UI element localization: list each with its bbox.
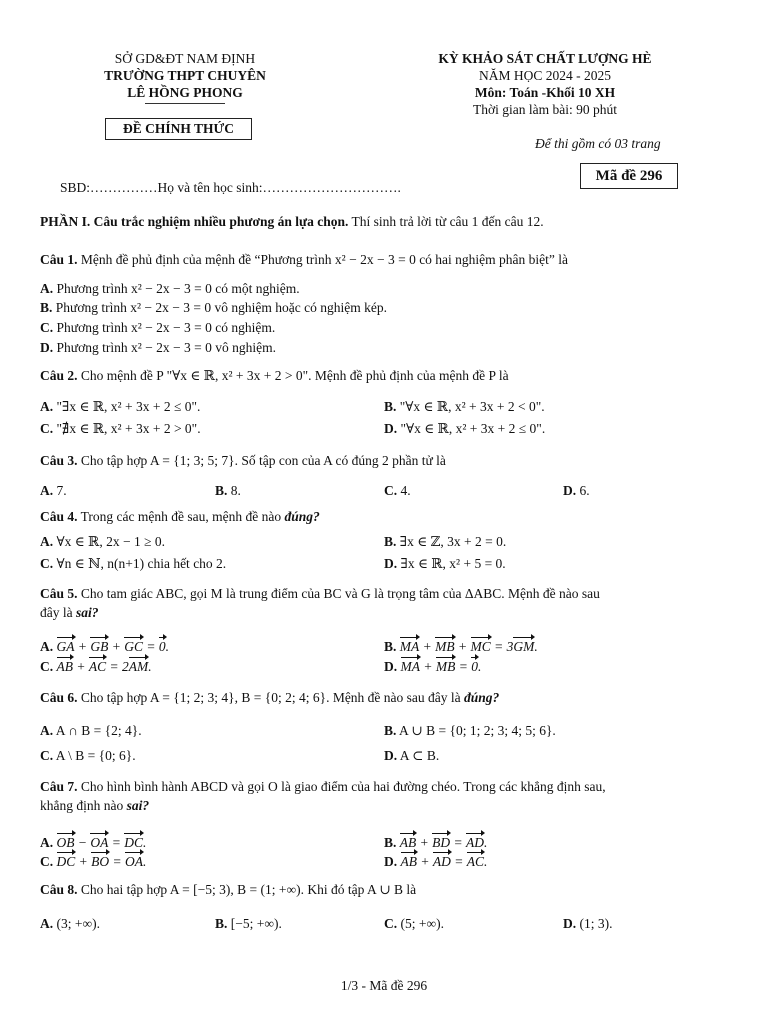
question-3	[40, 451, 732, 470]
q1-option-c[interactable]	[40, 318, 275, 337]
vector: 0	[158, 639, 166, 654]
question-label: Câu 3.	[40, 453, 78, 468]
option-letter: B.	[215, 483, 228, 498]
vector: MB	[435, 659, 456, 674]
option-letter: C.	[40, 659, 54, 674]
option-letter: D.	[384, 748, 398, 763]
vector: DC	[56, 854, 76, 869]
vector: MA	[399, 639, 420, 654]
option-text: 6.	[579, 483, 590, 498]
subject: Môn: Toán -Khối 10 XH	[474, 85, 616, 100]
option-letter: B.	[384, 723, 397, 738]
question-5	[40, 584, 732, 622]
question-text: Trong các mệnh đề sau, mệnh đề nào	[77, 509, 285, 524]
option-text: 4.	[400, 483, 411, 498]
option-letter: B.	[384, 639, 397, 654]
option-text: (3; +∞).	[56, 916, 100, 931]
option-text: A ∩ B = {2; 4}.	[55, 723, 142, 738]
q7-option-b[interactable]: B. AB + BD = AD.	[384, 835, 488, 850]
question-text: Cho hình bình hành ABCD và gọi O là giao điểm của hai đường chéo. Trong các khẳng định sau,	[77, 779, 606, 794]
header-left	[60, 50, 310, 104]
option-letter: D.	[563, 483, 577, 498]
option-text: Phương trình x² − 2x − 3 = 0 vô nghiệm.	[56, 340, 276, 355]
question-label: Câu 1.	[40, 252, 78, 267]
question-emphasis: đúng?	[284, 509, 320, 524]
question-text: Cho tam giác ABC, gọi M là trung điểm của BC và G là trọng tâm của ΔABC. Mệnh đề nào sau	[77, 586, 600, 601]
option-text: "∀x ∈ ℝ, x² + 3x + 2 ≤ 0".	[400, 421, 546, 436]
option-letter: B.	[384, 835, 397, 850]
school-name-2: LÊ HỒNG PHONG	[127, 85, 243, 100]
q4-option-d[interactable]	[384, 554, 506, 573]
option-text: ∀n ∈ ℕ, n(n+1) chia hết cho 2.	[56, 556, 227, 571]
q2-option-b[interactable]	[384, 397, 545, 416]
option-letter: A.	[40, 639, 54, 654]
q4-option-b[interactable]	[384, 532, 506, 551]
pages-note: Để thi gồm có 03 trang	[535, 136, 661, 151]
vector: 0	[471, 659, 478, 674]
part-1-title: PHẦN I. Câu trắc nghiệm nhiều phương án lựa chọn.	[40, 214, 349, 229]
vector: MB	[435, 639, 455, 654]
q4-option-a[interactable]	[40, 532, 165, 551]
vector: GA	[56, 639, 75, 654]
option-letter: D.	[563, 916, 577, 931]
q6-option-c[interactable]	[40, 746, 136, 765]
question-6	[40, 688, 732, 707]
header-right	[380, 50, 710, 118]
q1-option-a[interactable]	[40, 279, 300, 298]
question-text-cont: đây là	[40, 605, 76, 620]
option-letter: C.	[40, 556, 54, 571]
q8-option-a[interactable]	[40, 914, 100, 933]
option-text: A \ B = {0; 6}.	[55, 748, 136, 763]
vector: AC	[466, 854, 485, 869]
student-info-line: SBD:……………Họ và tên học sinh:………………………….	[60, 180, 401, 195]
page-footer: 1/3 - Mã đề 296	[340, 978, 428, 993]
question-label: Câu 7.	[40, 779, 78, 794]
q3-option-a[interactable]	[40, 481, 67, 500]
vector: AC	[88, 659, 107, 674]
vector: AM	[128, 659, 149, 674]
q8-option-d[interactable]	[563, 914, 613, 933]
option-letter: A.	[40, 281, 54, 296]
q2-option-c[interactable]	[40, 419, 201, 438]
vector: MA	[400, 659, 420, 674]
option-text: "∄x ∈ ℝ, x² + 3x + 2 > 0".	[56, 421, 201, 436]
option-letter: D.	[384, 854, 398, 869]
question-text: Cho tập hợp A = {1; 3; 5; 7}. Số tập con của A có đúng 2 phần tử là	[77, 453, 446, 468]
vector: BD	[432, 835, 451, 850]
question-label: Câu 5.	[40, 586, 78, 601]
question-emphasis: đúng?	[464, 690, 500, 705]
option-text: "∃x ∈ ℝ, x² + 3x + 2 ≤ 0".	[56, 399, 201, 414]
question-label: Câu 2.	[40, 368, 78, 383]
question-label: Câu 6.	[40, 690, 78, 705]
school-year: NĂM HỌC 2024 - 2025	[478, 68, 611, 83]
question-text: Cho mệnh đề P "∀x ∈ ℝ, x² + 3x + 2 > 0". Mệnh đề phủ định của mệnh đề P là	[77, 368, 509, 383]
part-1-heading	[40, 214, 730, 230]
option-text: (1; 3).	[579, 916, 613, 931]
option-letter: A.	[40, 835, 54, 850]
option-letter: C.	[384, 483, 398, 498]
option-letter: B.	[40, 300, 53, 315]
q2-option-d[interactable]	[384, 419, 545, 438]
option-text: ∃x ∈ ℤ, 3x + 2 = 0.	[399, 534, 507, 549]
vector: AD	[466, 835, 485, 850]
question-label: Câu 4.	[40, 509, 78, 524]
vector: GM	[513, 639, 535, 654]
q7-option-a[interactable]: A. OB − OA = DC.	[40, 835, 147, 850]
exam-title: KỲ KHẢO SÁT CHẤT LƯỢNG HÈ	[438, 51, 652, 66]
q5-option-a[interactable]: A. GA + GB + GC = 0.	[40, 639, 170, 654]
question-2	[40, 366, 732, 385]
q7-option-c[interactable]: C. DC + BO = OA.	[40, 854, 147, 869]
vector: AD	[432, 854, 451, 869]
q4-option-c[interactable]	[40, 554, 226, 573]
q3-option-b[interactable]	[215, 481, 241, 500]
question-1	[40, 250, 732, 269]
question-8	[40, 880, 732, 899]
option-text: A ∪ B = {0; 1; 2; 3; 4; 5; 6}.	[399, 723, 556, 738]
vector: MC	[470, 639, 491, 654]
option-text: 8.	[230, 483, 241, 498]
question-label: Câu 8.	[40, 882, 78, 897]
option-text: 7.	[56, 483, 67, 498]
header-rule	[145, 103, 225, 104]
option-letter: C.	[40, 320, 54, 335]
option-text: A ⊂ B.	[399, 748, 440, 763]
q1-option-b[interactable]	[40, 298, 387, 317]
department-name: SỞ GD&ĐT NAM ĐỊNH	[114, 51, 256, 66]
option-text: Phương trình x² − 2x − 3 = 0 có nghiệm.	[56, 320, 276, 335]
vector: AB	[400, 854, 417, 869]
option-letter: C.	[40, 421, 54, 436]
q3-option-d[interactable]	[563, 481, 590, 500]
option-letter: A.	[40, 399, 54, 414]
option-text: ∀x ∈ ℝ, 2x − 1 ≥ 0.	[56, 534, 166, 549]
option-letter: D.	[40, 340, 54, 355]
q5-option-c[interactable]: C. AB + AC = 2AM.	[40, 659, 152, 674]
question-emphasis: sai?	[126, 798, 150, 813]
q8-option-b[interactable]	[215, 914, 282, 933]
option-letter: A.	[40, 916, 54, 931]
option-text: [−5; +∞).	[230, 916, 282, 931]
option-letter: C.	[40, 854, 54, 869]
question-text: Cho hai tập hợp A = [−5; 3), B = (1; +∞). Khi đó tập A ∪ B là	[77, 882, 417, 897]
option-letter: A.	[40, 534, 54, 549]
q1-option-d[interactable]	[40, 338, 276, 357]
option-letter: A.	[40, 723, 54, 738]
part-1-instruction: Thí sinh trả lời từ câu 1 đến câu 12.	[348, 214, 544, 229]
vector: BO	[91, 854, 110, 869]
duration: Thời gian làm bài: 90 phút	[473, 102, 617, 117]
vector: AB	[399, 835, 417, 850]
q8-option-c[interactable]	[384, 914, 444, 933]
vector: OA	[125, 854, 144, 869]
option-text: Phương trình x² − 2x − 3 = 0 vô nghiệm hoặc có nghiệm kép.	[55, 300, 387, 315]
q5-option-d[interactable]: D. MA + MB = 0.	[384, 659, 482, 674]
question-4	[40, 507, 732, 526]
option-text: Phương trình x² − 2x − 3 = 0 có một nghiệm.	[56, 281, 300, 296]
vector: AB	[56, 659, 73, 674]
exam-code-box: Mã đề 296	[580, 163, 678, 189]
option-letter: B.	[384, 534, 397, 549]
option-letter: C.	[384, 916, 398, 931]
option-letter: A.	[40, 483, 54, 498]
q3-option-c[interactable]	[384, 481, 411, 500]
question-text: Mệnh đề phủ định của mệnh đề “Phương trình x² − 2x − 3 = 0 có hai nghiệm phân biệt” là	[77, 252, 569, 267]
option-letter: D.	[384, 556, 398, 571]
q6-option-d[interactable]	[384, 746, 439, 765]
option-letter: C.	[40, 748, 54, 763]
option-letter: D.	[384, 421, 398, 436]
question-emphasis: sai?	[76, 605, 99, 620]
q2-option-a[interactable]	[40, 397, 200, 416]
official-badge: ĐỀ CHÍNH THỨC	[105, 118, 252, 140]
question-text-cont: khẳng định nào	[40, 798, 127, 813]
option-letter: B.	[215, 916, 228, 931]
q7-option-d[interactable]: D. AB + AD = AC.	[384, 854, 488, 869]
vector: DC	[124, 835, 144, 850]
vector: GB	[90, 639, 109, 654]
vector: GC	[124, 639, 144, 654]
question-7	[40, 777, 732, 815]
q6-option-b[interactable]	[384, 721, 556, 740]
q5-option-b[interactable]: B. MA + MB + MC = 3GM.	[384, 639, 538, 654]
option-letter: B.	[384, 399, 397, 414]
q6-option-a[interactable]	[40, 721, 142, 740]
option-text: (5; +∞).	[400, 916, 444, 931]
vector: OA	[90, 835, 109, 850]
school-name: TRƯỜNG THPT CHUYÊN	[104, 68, 266, 83]
question-text: Cho tập hợp A = {1; 2; 3; 4}, B = {0; 2; 4; 6}. Mệnh đề nào sau đây là	[77, 690, 465, 705]
vector: OB	[56, 835, 75, 850]
option-text: ∃x ∈ ℝ, x² + 5 = 0.	[400, 556, 506, 571]
option-text: "∀x ∈ ℝ, x² + 3x + 2 < 0".	[399, 399, 545, 414]
option-letter: D.	[384, 659, 398, 674]
